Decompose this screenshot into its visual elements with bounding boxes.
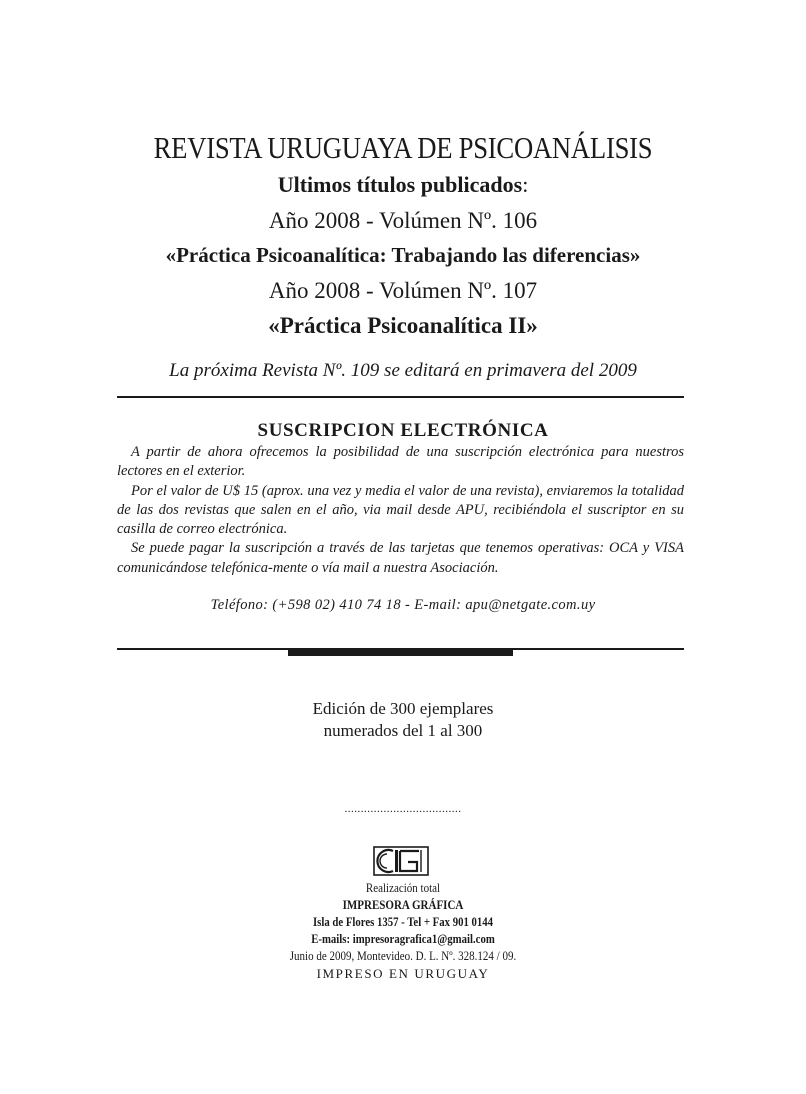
subscription-paragraph: A partir de ahora ofrecemos la posibilidad de una suscripción electrónica para nuestros lectores en el exterior. (117, 444, 684, 480)
subscription-body (117, 443, 684, 578)
edition-line-2: numerados del 1 al 300 (323, 721, 483, 740)
printer-label: Realización total (365, 881, 441, 895)
edition-info (0, 698, 806, 742)
contact-line: Teléfono: (+598 02) 410 74 18 - E-mail: apu@netgate.com.uy (210, 597, 596, 613)
issue-106-year-volume: Año 2008 - Volúmen Nº. 106 (268, 208, 538, 233)
subscription-paragraph: Por el valor de U$ 15 (aprox. una vez y media el valor de una revista), enviaremos la totalidad de las dos revistas que salen en el año, via mail desde APU, recibiéndola el suscriptor en su casilla de correo electrónica. (117, 482, 684, 538)
issue-107-year-volume: Año 2008 - Volúmen Nº. 107 (268, 278, 538, 303)
printer-emails: E-mails: impresoragrafica1@gmail.com (311, 932, 495, 946)
issue-106-title: «Práctica Psicoanalítica: Trabajando las diferencias» (165, 243, 641, 267)
printed-in-country: IMPRESO EN URUGUAY (316, 966, 490, 981)
dotted-separator: .................................... (344, 803, 462, 815)
printer-date: Junio de 2009, Montevideo. D. L. Nº. 328.124 / 09. (289, 949, 517, 963)
top-divider (117, 396, 684, 398)
printer-logo-icon (373, 846, 429, 876)
edition-line-1: Edición de 300 ejemplares (312, 699, 494, 718)
subscription-paragraph: Se puede pagar la suscripción a través de las tarjetas que tenemos operativas: OCA y VISA comunicándose telefónica-mente o vía mail a nuestra Asociación. (117, 540, 684, 576)
subscription-title: SUSCRIPCION ELECTRÓNICA (257, 420, 549, 441)
printer-name: IMPRESORA GRÁFICA (342, 898, 464, 912)
journal-title: REVISTA URUGUAYA DE PSICOANÁLISIS (153, 130, 653, 165)
next-issue-note: La próxima Revista Nº. 109 se editará en primavera del 2009 (169, 360, 637, 381)
issue-107-title: «Práctica Psicoanalítica II» (268, 313, 538, 338)
latest-titles-label: Ultimos títulos publicados (277, 172, 523, 197)
latest-titles-heading (0, 172, 806, 198)
latest-titles-colon: : (522, 172, 529, 197)
bottom-divider-accent (288, 649, 513, 656)
printer-address: Isla de Flores 1357 - Tel + Fax 901 0144 (312, 915, 494, 929)
